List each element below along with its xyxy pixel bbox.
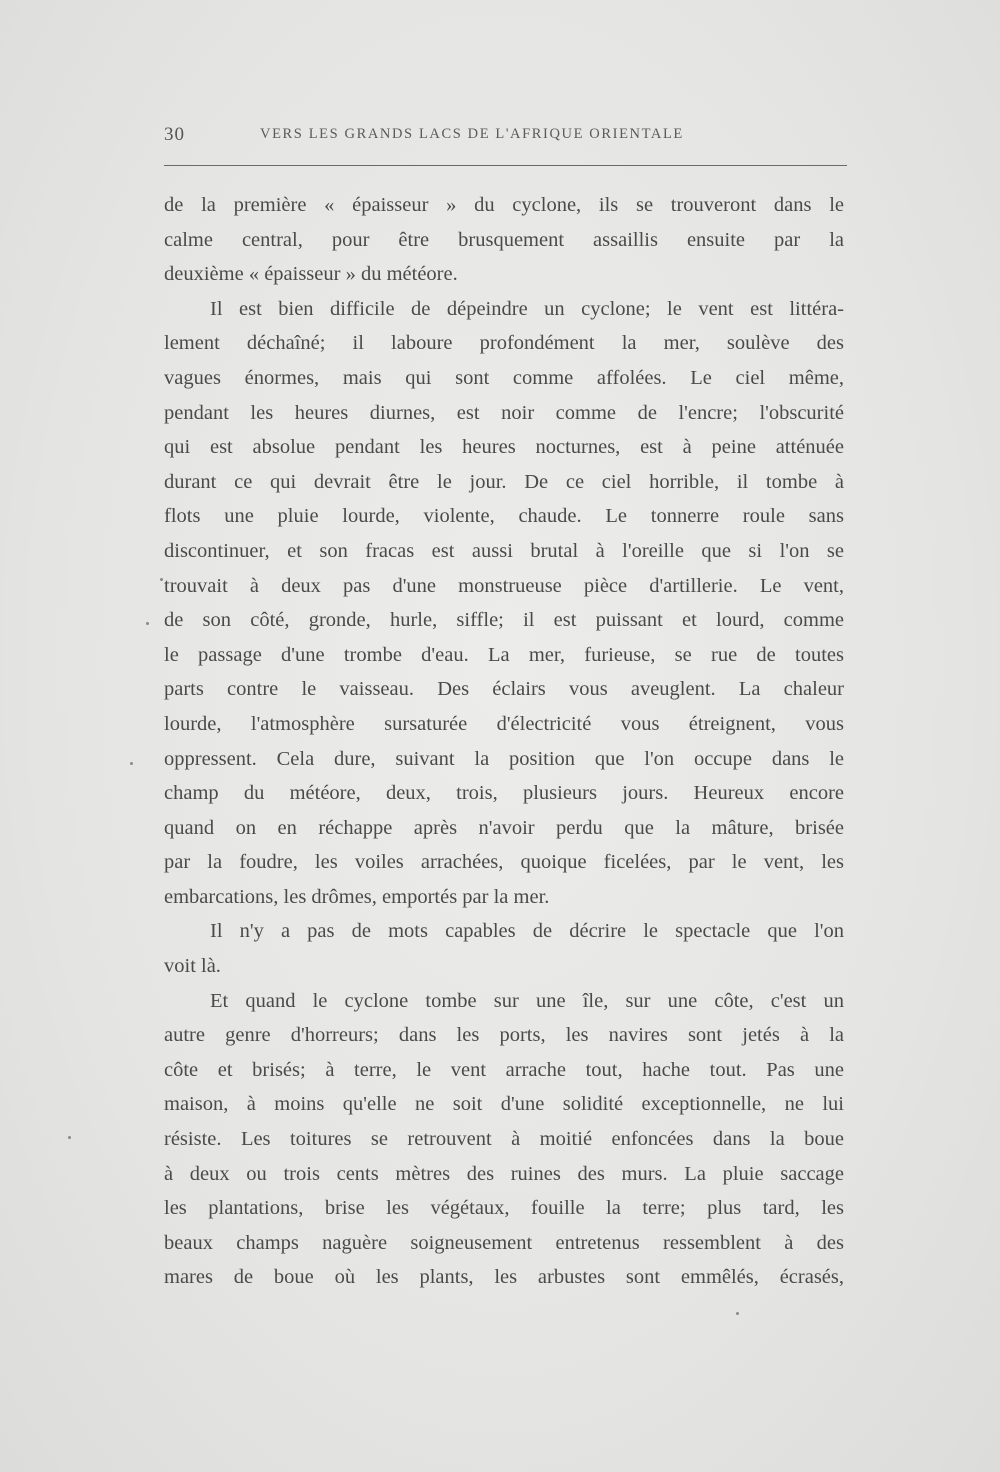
text-line: durant ce qui devrait être le jour. De ce ciel horrible, il tombe à: [164, 470, 844, 493]
text-line: de la première « épaisseur » du cyclone, ils se trouveront dans le: [164, 194, 844, 216]
running-title: VERS LES GRANDS LACS DE L'AFRIQUE ORIENTALE: [260, 126, 684, 142]
text-line: embarcations, les drômes, emportés par la mer.: [164, 885, 550, 908]
paper-speck: [146, 622, 149, 625]
text-line: beaux champs naguère soigneusement entretenus ressemblent à des: [164, 1231, 844, 1254]
text-line: lement déchaîné; il laboure profondément la mer, soulève des: [164, 332, 844, 355]
text-line: à deux ou trois cents mètres des ruines des murs. La pluie saccage: [164, 1162, 844, 1185]
header-rule: [164, 165, 847, 166]
paper-speck: [130, 762, 133, 765]
text-line: discontinuer, et son fracas est aussi brutal à l'oreille que si l'on se: [164, 539, 844, 562]
text-line: flots une pluie lourde, violente, chaude. Le tonnerre roule sans: [164, 505, 844, 528]
text-line: lourde, l'atmosphère sursaturée d'électricité vous étreignent, vous: [164, 712, 844, 735]
text-line: quand on en réchappe après n'avoir perdu que la mâture, brisée: [164, 816, 844, 839]
text-line: Il est bien difficile de dépeindre un cyclone; le vent est littéra-: [210, 297, 844, 320]
text-line: le passage d'une trombe d'eau. La mer, furieuse, se rue de toutes: [164, 643, 844, 666]
paper-speck: [160, 578, 163, 581]
text-line: trouvait à deux pas d'une monstrueuse pièce d'artillerie. Le vent,: [164, 574, 844, 597]
text-line: mares de boue où les plants, les arbustes sont emmêlés, écrasés,: [164, 1266, 844, 1289]
text-line: calme central, pour être brusquement assaillis ensuite par la: [164, 228, 844, 251]
text-line: voit là.: [164, 955, 221, 978]
body-text: [164, 188, 844, 1295]
text-line: Et quand le cyclone tombe sur une île, sur une côte, c'est un: [210, 989, 844, 1012]
text-line: les plantations, brise les végétaux, fouille la terre; plus tard, les: [164, 1197, 844, 1220]
text-line: parts contre le vaisseau. Des éclairs vous aveuglent. La chaleur: [164, 678, 844, 701]
text-line: côte et brisés; à terre, le vent arrache tout, hache tout. Pas une: [164, 1058, 844, 1081]
text-line: deuxième « épaisseur » du météore.: [164, 263, 458, 286]
text-line: pendant les heures diurnes, est noir comme de l'encre; l'obscurité: [164, 401, 844, 424]
text-line: vagues énormes, mais qui sont comme affolées. Le ciel même,: [164, 366, 844, 389]
text-line: Il n'y a pas de mots capables de décrire le spectacle que l'on: [210, 920, 844, 943]
text-line: maison, à moins qu'elle ne soit d'une solidité exceptionnelle, ne lui: [164, 1093, 844, 1116]
running-head: [164, 124, 846, 148]
paper-speck: [68, 1136, 71, 1139]
paper-speck: [736, 1312, 739, 1315]
text-line: par la foudre, les voiles arrachées, quoique ficelées, par le vent, les: [164, 851, 844, 874]
text-line: oppressent. Cela dure, suivant la position que l'on occupe dans le: [164, 747, 844, 770]
text-line: champ du météore, deux, trois, plusieurs jours. Heureux encore: [164, 782, 844, 805]
page-number: 30: [164, 124, 185, 145]
text-line: résiste. Les toitures se retrouvent à moitié enfoncées dans la boue: [164, 1128, 844, 1151]
text-line: qui est absolue pendant les heures nocturnes, est à peine atténuée: [164, 436, 844, 459]
text-line: de son côté, gronde, hurle, siffle; il est puissant et lourd, comme: [164, 609, 844, 632]
text-line: autre genre d'horreurs; dans les ports, les navires sont jetés à la: [164, 1024, 844, 1047]
